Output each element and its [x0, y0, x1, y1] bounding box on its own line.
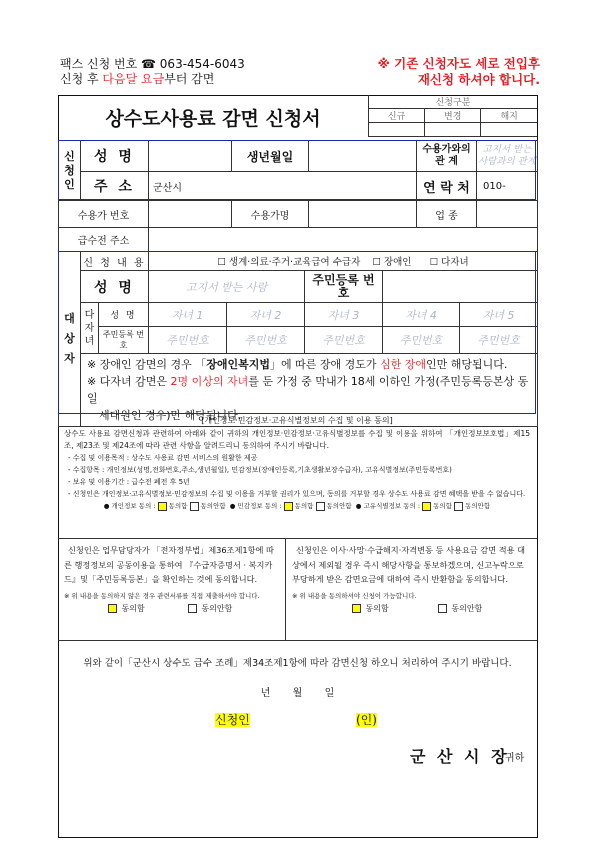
- group-char-2: 청: [64, 163, 75, 177]
- privacy-title: [개인정보·민감정보·고유식별정보의 수집 및 이용 동의]: [201, 416, 393, 425]
- apply-info: [60, 72, 214, 87]
- child-name-label: 성 명: [99, 303, 149, 327]
- consent-unique-disagree-checkbox[interactable]: [454, 502, 463, 511]
- consent-unique-label: ● 고유식별정보 동의 :: [355, 502, 421, 510]
- category-change[interactable]: 변경: [425, 109, 481, 123]
- left-disagree-label: 동의안함: [201, 603, 233, 613]
- left-consent-note: ※ 위 내용을 동의하지 않은 경우 관련서류를 직접 제출하셔야 합니다.: [64, 591, 260, 600]
- supply-address-field[interactable]: [149, 228, 538, 252]
- category-label: 신청구분: [369, 95, 538, 109]
- note1-a: ※ 장애인 감면의 경우 「: [87, 358, 207, 371]
- customer-number-field[interactable]: [149, 201, 232, 228]
- consent-sensitive-disagree: 동의안함: [326, 502, 352, 510]
- consent-sensitive-agree-checkbox[interactable]: [284, 502, 293, 511]
- note1-red: 심한 장애: [379, 358, 426, 371]
- customer-number-label: 수용가 번호: [59, 201, 149, 228]
- child-1-name[interactable]: 자녀 1: [149, 303, 227, 327]
- consent-sensitive-disagree-checkbox[interactable]: [316, 502, 325, 511]
- right-disagree-label: 동의안함: [451, 603, 483, 613]
- apply-highlight: 다음달 요금: [102, 72, 165, 86]
- fax-label: 팩스 신청 번호: [60, 57, 138, 71]
- left-consent-box: [58, 538, 286, 640]
- child-2-name[interactable]: 자녀 2: [227, 303, 305, 327]
- consent-personal-agree: 동의함: [168, 502, 188, 510]
- multi-char-3: 녀: [84, 335, 95, 347]
- child-1-rrn[interactable]: 주민번호: [149, 327, 227, 354]
- privacy-consent-row: [60, 500, 534, 513]
- child-2-rrn[interactable]: 주민번호: [227, 327, 305, 354]
- consent-personal-agree-checkbox[interactable]: [158, 502, 167, 511]
- multi-char-2: 자: [84, 322, 95, 334]
- customer-table: [58, 200, 538, 252]
- applicant-table: [58, 140, 538, 201]
- target-rrn-field[interactable]: [383, 271, 538, 303]
- closing-date: 년 월 일: [260, 688, 335, 699]
- seal-text: (인): [356, 713, 377, 727]
- apply-suffix: 부터 감면: [164, 72, 215, 86]
- category-table: [368, 95, 537, 137]
- target-char-2: 상: [64, 332, 75, 345]
- applicant-group-label: [59, 141, 81, 201]
- relation-label: 수용가와의 관 계: [417, 141, 477, 172]
- right-disagree-checkbox[interactable]: [438, 604, 447, 613]
- left-disagree-checkbox[interactable]: [188, 604, 197, 613]
- fax-info: [60, 57, 245, 72]
- content-label: 신 청 내 용: [81, 252, 149, 271]
- supply-address-label: 급수전 주소: [59, 228, 149, 252]
- target-group-label: [59, 252, 81, 427]
- option-disabled[interactable]: ☐ 장애인: [372, 257, 412, 268]
- consent-personal-disagree: 동의안함: [200, 502, 226, 510]
- child-3-name[interactable]: 자녀 3: [305, 303, 383, 327]
- note2-b: 를 둔 가정 중 막내가 18세 이하인 가정(주민등록등본상 동일: [87, 375, 529, 405]
- multi-char-1: 다: [84, 309, 95, 321]
- reapply-notice: [300, 56, 540, 88]
- address-label: 주 소: [81, 172, 149, 201]
- child-rrn-label: 주민등록 번 호: [99, 327, 149, 354]
- category-cancel[interactable]: 해지: [481, 109, 537, 123]
- phone-icon: ☎: [141, 57, 156, 71]
- left-agree-checkbox[interactable]: [108, 604, 117, 613]
- applicant-signature-label: [215, 711, 250, 728]
- note2-a: ※ 다자녀 감면은: [87, 375, 171, 388]
- option-multichild[interactable]: ☐ 다자녀: [429, 257, 469, 268]
- seal-mark[interactable]: [356, 711, 377, 728]
- note-disabled: [87, 356, 531, 373]
- privacy-intro: 상수도 사용료 감면신청과 관련하여 아래와 같이 귀하의 개인정보·민감정보·고유식별정보를 수집 및 이용을 위하여 「개인정보보호법」제15조, 제23조 및 제24조에 따라 관련 사항을 알려드리니 동의하여 주시기 바랍니다.: [64, 429, 530, 450]
- notice-line-2: 재신청 하셔야 합니다.: [417, 72, 540, 87]
- closing-statement: 위와 같이「군산시 상수도 급수 조례」제34조제1항에 따라 감면신청 하오니 처리하여 주시기 바랍니다.: [83, 658, 512, 669]
- consent-sensitive-agree: 동의함: [294, 502, 314, 510]
- business-field[interactable]: [477, 201, 538, 228]
- target-table: [58, 251, 538, 427]
- form-title: 상수도사용료 감면 신청서: [105, 108, 321, 130]
- applicant-name-label: 성 명: [81, 141, 149, 172]
- honorific: 귀하: [505, 753, 525, 764]
- customer-name-label: 수용가명: [232, 201, 309, 228]
- consent-unique-agree: 동의함: [433, 502, 452, 510]
- address-field[interactable]: 군산시: [149, 172, 417, 201]
- consent-unique-disagree: 동의안함: [465, 502, 491, 510]
- consent-unique-agree-checkbox[interactable]: [422, 502, 431, 511]
- note1-law: 장애인복지법: [206, 358, 270, 371]
- fax-number: 063-454-6043: [159, 57, 245, 71]
- right-consent-text: 신청인은 이사·사망·수급해지·자격변동 등 사용요금 감면 적용 대상에서 제외될 경우 즉시 해당사항을 통보하겠으며, 신고누락으로 부당하게 받은 감면요금에 대하여 즉시 반환함을 동의합니다.: [292, 545, 526, 584]
- left-consent-text: 신청인은 업무담당자가 「전자정부법」제36조제1항에 따른 행정정보의 공동이용을 통하여 『수급자증명서 · 복지카드』및「주민등록등본」을 확인하는 것에 동의합니다.: [64, 545, 274, 584]
- target-char-1: 대: [64, 312, 75, 325]
- left-consent-options: [64, 602, 279, 616]
- option-welfare-label: 생계·의료·주거·교육급여 수급자: [228, 257, 361, 268]
- privacy-item-rights: - 신청인은 개인정보·고유식별정보·민감정보의 수집 및 이용을 거부할 권리가 있으며, 동의를 거부할 경우 상수도 사용료 감면 혜택을 받을 수 없습니다.: [68, 490, 526, 498]
- content-options: [149, 252, 538, 271]
- group-char-1: 신: [64, 149, 75, 163]
- applicant-label-text: 신청인: [215, 713, 250, 727]
- target-char-3: 자: [64, 352, 75, 365]
- note-multichild: [87, 373, 531, 407]
- relation-field[interactable]: 고지서 받는 사람과의 관계: [477, 141, 538, 172]
- birth-field[interactable]: [309, 141, 417, 172]
- business-label: 업 종: [417, 201, 477, 228]
- privacy-item-purpose: - 수집 및 이용목적 : 상수도 사용료 감면 서비스의 원활한 제공: [68, 454, 258, 462]
- child-5-rrn[interactable]: 주민번호: [460, 327, 538, 354]
- option-multichild-label: 다자녀: [441, 257, 469, 268]
- target-name-field[interactable]: 고지서 받는 사람: [149, 271, 305, 303]
- mayor-label: 군 산 시 장: [410, 747, 510, 766]
- closing-divider: [58, 640, 537, 641]
- consent-personal-disagree-checkbox[interactable]: [190, 502, 199, 511]
- right-consent-options: [292, 602, 531, 616]
- note2-red: 2명 이상의 자녀: [170, 375, 249, 388]
- consent-sensitive-label: ● 민감정보 동의 :: [229, 502, 282, 510]
- consent-personal-label: ● 개인정보 동의 :: [103, 502, 156, 510]
- note2-c: 세대원인 경우)만 해당됩니다.: [99, 409, 242, 422]
- privacy-item-fields: - 수집항목 : 개인정보(성명,전화번호,주소,생년월일), 민감정보(장애인등록,기초생활보장수급자), 고유식별정보(주민등록번호): [68, 466, 452, 474]
- option-welfare[interactable]: ☐ 생계·의료·주거·교육급여 수급자: [217, 257, 361, 268]
- contact-field[interactable]: 010-: [477, 172, 538, 201]
- target-rrn-label: 주민등록 번 호: [305, 271, 383, 303]
- notice-line-1: ※ 기존 신청자도 세로 전입후: [377, 56, 540, 71]
- contact-label: 연 락 처: [417, 172, 477, 201]
- privacy-section: [60, 415, 534, 513]
- right-consent-note: ※ 위 내용을 동의하셔야 신청이 가능합니다.: [292, 591, 417, 600]
- note1-c: 인만 해당됩니다.: [426, 358, 508, 371]
- note1-b: 」에 따른 장애 경도가: [269, 358, 380, 371]
- applicant-name-field[interactable]: [149, 141, 232, 172]
- privacy-item-period: - 보유 및 이용기간 : 급수전 폐전 후 5년: [68, 478, 190, 486]
- category-new[interactable]: 신규: [369, 109, 425, 123]
- right-agree-label: 동의함: [365, 603, 389, 613]
- group-char-3: 인: [64, 177, 75, 191]
- child-5-name[interactable]: 자녀 5: [460, 303, 538, 327]
- child-4-name[interactable]: 자녀 4: [383, 303, 460, 327]
- left-agree-label: 동의함: [121, 603, 145, 613]
- target-name-label: 성 명: [81, 271, 149, 303]
- right-consent-box: [286, 538, 537, 640]
- child-4-rrn[interactable]: 주민번호: [383, 327, 460, 354]
- apply-prefix: 신청 후: [60, 72, 103, 86]
- birth-label: 생년월일: [232, 141, 309, 172]
- customer-name-field[interactable]: [309, 201, 417, 228]
- child-3-rrn[interactable]: 주민번호: [305, 327, 383, 354]
- multichild-label: [81, 303, 99, 354]
- option-disabled-label: 장애인: [383, 257, 412, 268]
- right-agree-checkbox[interactable]: [352, 604, 361, 613]
